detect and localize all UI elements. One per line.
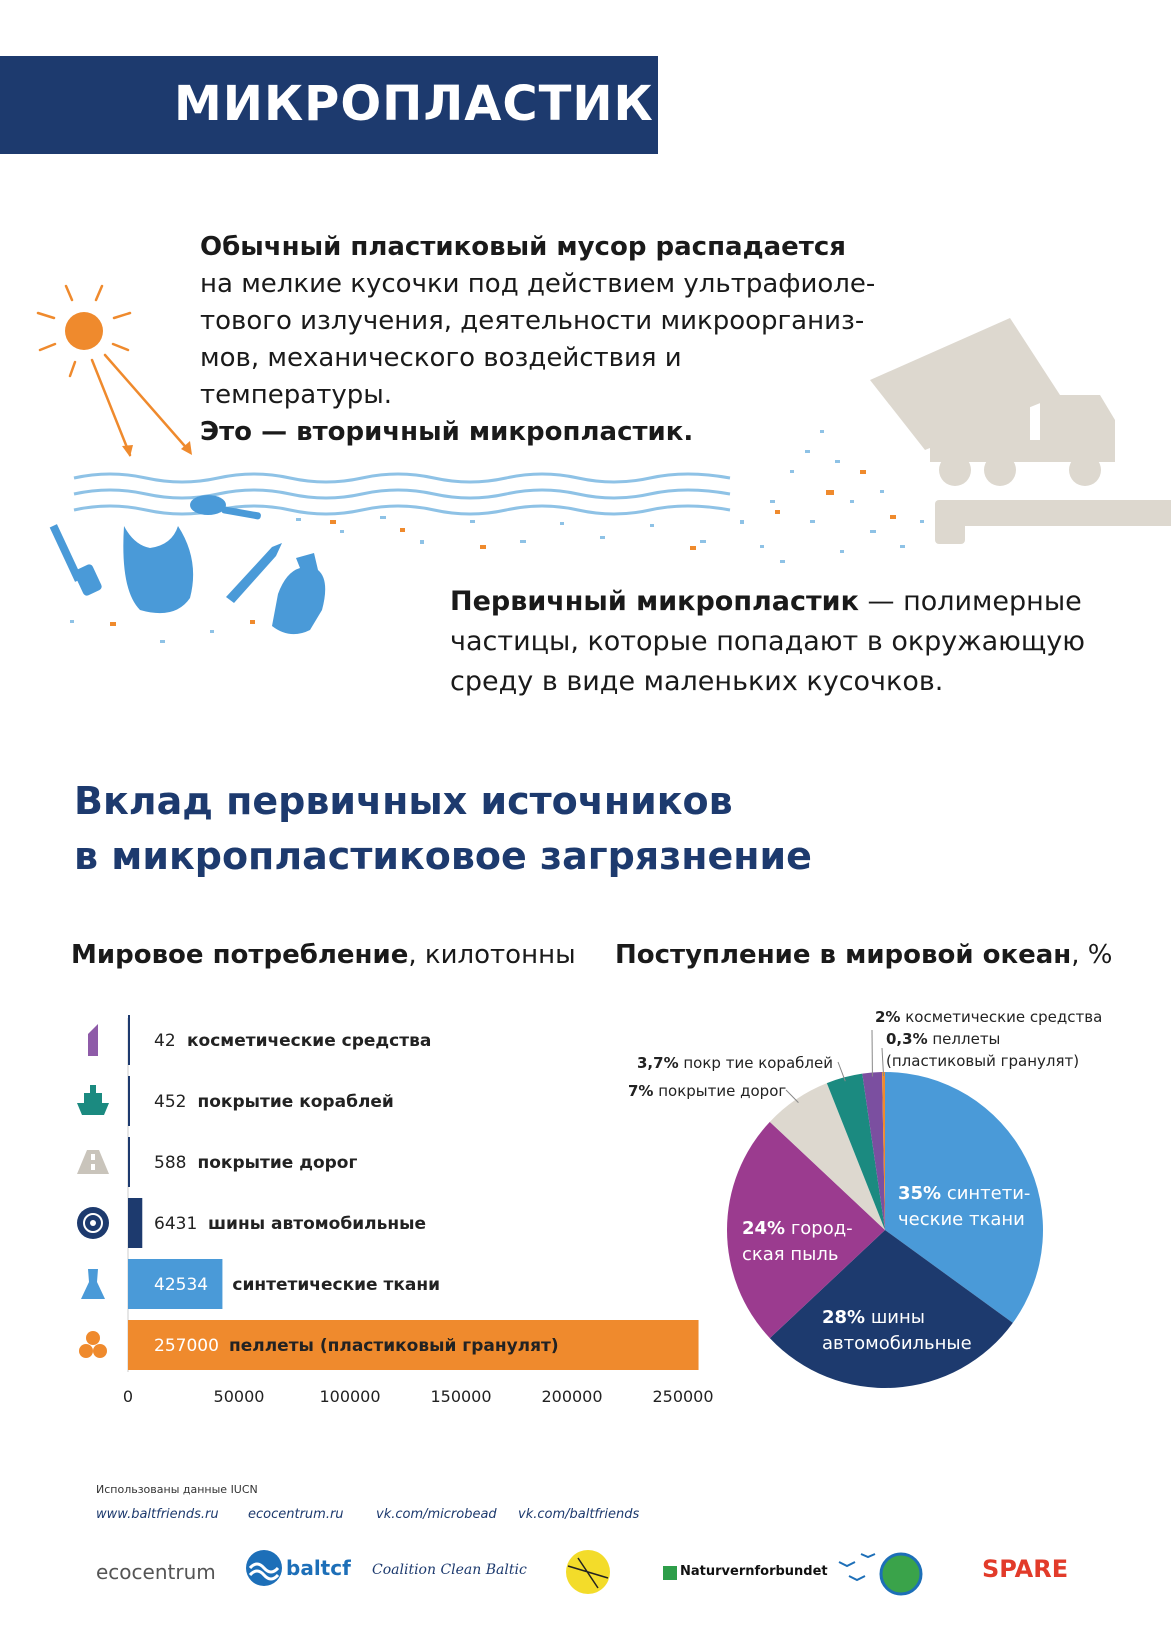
pie-label-synthetic-2: ческие ткани bbox=[898, 1209, 1025, 1230]
link-vk-baltfriends[interactable]: vk.com/baltfriends bbox=[518, 1507, 640, 1522]
pie-label-dust-2: ская пыль bbox=[742, 1244, 839, 1265]
link-vk-microbead[interactable]: vk.com/microbead bbox=[376, 1507, 497, 1522]
logo-naturvern-mark bbox=[663, 1566, 677, 1580]
para1-line4: мов, механического воздействия и температуры. bbox=[200, 343, 682, 410]
bar-value-label: 42534 bbox=[154, 1275, 209, 1295]
logo-birds-globe bbox=[835, 1548, 925, 1598]
para2-line2: частицы, которые попадают в окружающую bbox=[450, 626, 1086, 657]
pie-label-dust: 24% город- bbox=[742, 1218, 853, 1239]
pie-leader-line bbox=[882, 1048, 884, 1076]
pie-title-bold: Поступление в мировой океан bbox=[615, 940, 1072, 970]
para2-rest1: — полимерные bbox=[858, 586, 1082, 617]
bar-1 bbox=[128, 1076, 130, 1126]
para1-line1: Обычный пластиковый мусор распадается bbox=[200, 232, 846, 262]
ship-icon bbox=[77, 1085, 109, 1115]
source-note: Использованы данные IUCN bbox=[96, 1483, 258, 1496]
bar-value-label: 6431 bbox=[154, 1214, 198, 1234]
dress-icon bbox=[81, 1269, 105, 1299]
road-icon bbox=[77, 1150, 109, 1174]
lipstick-icon bbox=[88, 1024, 98, 1056]
pellets-icon bbox=[79, 1331, 107, 1358]
bar-category-label: косметические средства bbox=[187, 1031, 432, 1051]
bar-value-label: 42 bbox=[154, 1031, 176, 1051]
bar-category-label: шины автомобильные bbox=[208, 1214, 426, 1234]
pie-label-pellets: 0,3% пеллеты bbox=[886, 1030, 1001, 1048]
x-tick-label: 100000 bbox=[319, 1387, 381, 1406]
logo-baltcf-mark bbox=[244, 1548, 284, 1588]
pie-label-tires-2: автомобильные bbox=[822, 1333, 972, 1354]
logo-coalition-clean-baltic: Coalition Clean Baltic bbox=[372, 1562, 527, 1578]
pie-label-cosmetics: 2% косметические средства bbox=[875, 1008, 1103, 1026]
para2-bold: Первичный микропластик bbox=[450, 586, 859, 617]
page-title: МИКРОПЛАСТИК bbox=[174, 76, 654, 132]
pie-label-roads: 7% покрытие дорог bbox=[628, 1082, 787, 1100]
bar-value-label: 257000 bbox=[154, 1336, 219, 1356]
bar-category-label: покрытие кораблей bbox=[197, 1092, 394, 1112]
bar-category-label: синтетические ткани bbox=[232, 1275, 441, 1295]
logo-friends-of-baltic bbox=[548, 1548, 624, 1596]
bar-title-rest: , килотонны bbox=[408, 940, 576, 970]
bar-category-label: покрытие дорог bbox=[197, 1153, 358, 1173]
tire-icon bbox=[77, 1207, 109, 1239]
bar-value-label: 452 bbox=[154, 1092, 187, 1112]
pie-label-pellets-2: (пластиковый гранулят) bbox=[886, 1052, 1080, 1070]
para1-line3: тового излучения, деятельности микроорганиз- bbox=[200, 306, 865, 336]
logo-ecocentrum: ecocentrum bbox=[96, 1560, 216, 1584]
bar-title-bold: Мировое потребление bbox=[71, 940, 409, 970]
section-title-line1: Вклад первичных источников bbox=[74, 779, 733, 823]
section-title-line2: в микропластиковое загрязнение bbox=[74, 834, 812, 878]
bar-3 bbox=[128, 1198, 142, 1248]
pie-leader-line bbox=[786, 1090, 798, 1103]
para2-line3: среду в виде маленьких кусочков. bbox=[450, 666, 944, 697]
para1-line5: Это — вторичный микропластик. bbox=[200, 417, 694, 447]
bar-2 bbox=[128, 1137, 130, 1187]
x-tick-label: 50000 bbox=[213, 1387, 265, 1406]
bar-category-label: пеллеты (пластиковый гранулят) bbox=[229, 1336, 559, 1356]
pie-label-ships: 3,7% покр тие кораблей bbox=[637, 1054, 833, 1072]
link-ecocentrum[interactable]: ecocentrum.ru bbox=[248, 1507, 344, 1522]
pie-label-synthetic: 35% синтети- bbox=[898, 1183, 1031, 1204]
x-tick-label: 0 bbox=[122, 1387, 134, 1406]
logo-baltcf: baltcf bbox=[286, 1556, 351, 1580]
x-tick-label: 200000 bbox=[541, 1387, 603, 1406]
pie-label-tires: 28% шины bbox=[822, 1307, 925, 1328]
x-tick-label: 150000 bbox=[430, 1387, 492, 1406]
logo-naturvernforbundet: Naturvernforbundet bbox=[680, 1564, 828, 1579]
pie-title-rest: , % bbox=[1071, 940, 1113, 970]
link-baltfriends[interactable]: www.baltfriends.ru bbox=[96, 1507, 219, 1522]
bar-value-label: 588 bbox=[154, 1153, 187, 1173]
logo-spare: SPARE bbox=[982, 1555, 1069, 1583]
x-tick-label: 250000 bbox=[652, 1387, 714, 1406]
bar-0 bbox=[128, 1015, 130, 1065]
para1-line2: на мелкие кусочки под действием ультрафиоле- bbox=[200, 269, 876, 299]
